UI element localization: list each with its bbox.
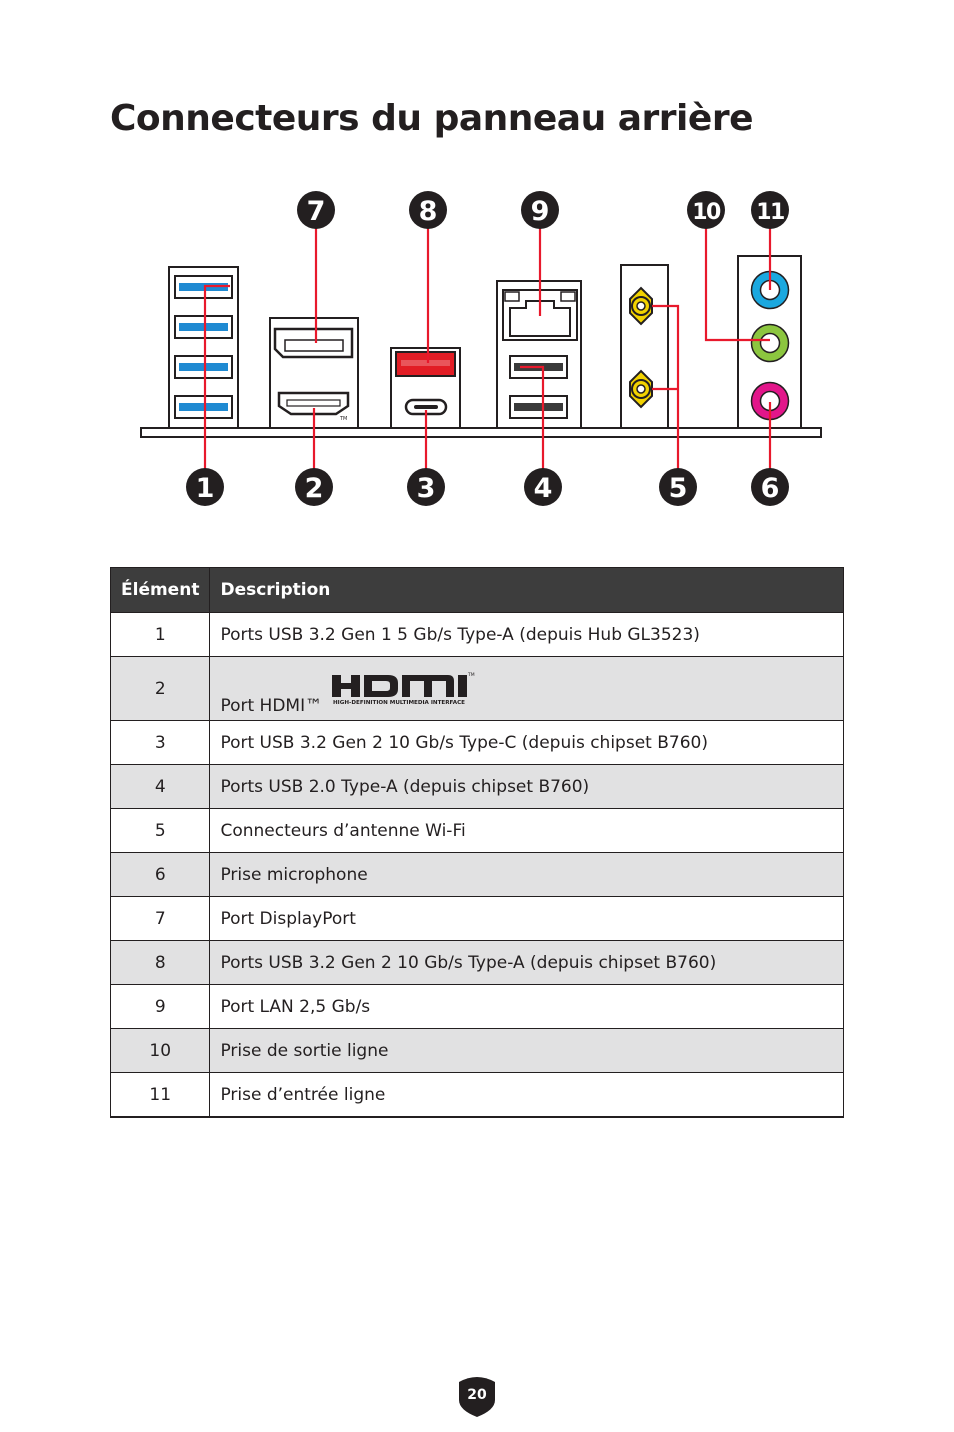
svg-text:8: 8: [418, 196, 438, 227]
row-item: 1: [111, 613, 210, 657]
table-row: [111, 1073, 844, 1118]
table-row: [111, 809, 844, 853]
callout-3: [407, 468, 445, 506]
svg-text:10: 10: [692, 200, 720, 225]
row-item: 10: [111, 1029, 210, 1073]
callout-2: [295, 468, 333, 506]
row-description: Prise microphone: [210, 853, 844, 897]
page-title: Connecteurs du panneau arrière: [110, 98, 753, 139]
usb-3-gen1-stack: [169, 267, 238, 428]
callout-1: [186, 468, 224, 506]
table-row: [111, 941, 844, 985]
page-number: 20: [467, 1387, 487, 1403]
row-description: Prise d’entrée ligne: [210, 1073, 844, 1118]
table-row: [111, 1029, 844, 1073]
row-description: Ports USB 2.0 Type-A (depuis chipset B760): [210, 765, 844, 809]
svg-text:7: 7: [306, 196, 326, 227]
row-description: Port DisplayPort: [210, 897, 844, 941]
table-row: [111, 985, 844, 1029]
panel-baseline: [141, 428, 821, 437]
table-row: [111, 765, 844, 809]
row-description: Connecteurs d’antenne Wi-Fi: [210, 809, 844, 853]
callout-5: [659, 468, 697, 506]
table-row: [111, 657, 844, 721]
connector-table: [110, 567, 844, 1118]
svg-text:5: 5: [668, 473, 688, 504]
svg-text:9: 9: [530, 196, 550, 227]
table-row: [111, 853, 844, 897]
svg-text:3: 3: [416, 473, 436, 504]
hdmi-logo-subtitle: HIGH-DEFINITION MULTIMEDIA INTERFACE: [332, 699, 466, 706]
row-item: 7: [111, 897, 210, 941]
hdmi-logo-tm: TM: [467, 672, 475, 678]
callout-9: [521, 191, 559, 229]
usb-a-port: [175, 356, 232, 378]
antenna-block: [621, 265, 668, 428]
header-item: Élément: [111, 568, 210, 613]
table-row: [111, 721, 844, 765]
top-callouts: [297, 191, 789, 229]
svg-text:6: 6: [760, 473, 780, 504]
row-item: 6: [111, 853, 210, 897]
row-item: 9: [111, 985, 210, 1029]
svg-text:11: 11: [756, 200, 784, 225]
row-description: Ports USB 3.2 Gen 1 5 Gb/s Type-A (depuis Hub GL3523): [210, 613, 844, 657]
usb-a-port: [175, 396, 232, 418]
row-description-cell: [210, 657, 844, 721]
row-item: 3: [111, 721, 210, 765]
rear-panel-diagram: [0, 0, 954, 530]
row-description: Port LAN 2,5 Gb/s: [210, 985, 844, 1029]
hdmi-logo: [330, 671, 476, 707]
row-description: Port HDMI™: [220, 695, 323, 716]
svg-text:2: 2: [304, 473, 324, 504]
row-description: Port USB 3.2 Gen 2 10 Gb/s Type-C (depuis chipset B760): [210, 721, 844, 765]
callout-11: [751, 191, 789, 229]
header-description: Description: [210, 568, 844, 613]
callout-8: [409, 191, 447, 229]
hdmi-trademark: TM: [340, 416, 348, 422]
callout-6: [751, 468, 789, 506]
svg-text:4: 4: [533, 473, 553, 504]
callout-4: [524, 468, 562, 506]
bottom-callouts: [186, 468, 789, 506]
callout-7: [297, 191, 335, 229]
table-row: [111, 613, 844, 657]
line-out-jack: [752, 325, 789, 362]
row-description: Ports USB 3.2 Gen 2 10 Gb/s Type-A (depuis chipset B760): [210, 941, 844, 985]
row-item: 5: [111, 809, 210, 853]
row-item: 8: [111, 941, 210, 985]
row-item: 4: [111, 765, 210, 809]
page-number-badge: [458, 1372, 496, 1418]
svg-text:1: 1: [195, 473, 215, 504]
row-item: 11: [111, 1073, 210, 1118]
table-row: [111, 897, 844, 941]
usb-a-port: [175, 316, 232, 338]
table-header-row: [111, 568, 844, 613]
usb-a-port-black: [510, 396, 567, 418]
row-item: 2: [111, 657, 210, 721]
row-description: Prise de sortie ligne: [210, 1029, 844, 1073]
callout-10: [687, 191, 725, 229]
